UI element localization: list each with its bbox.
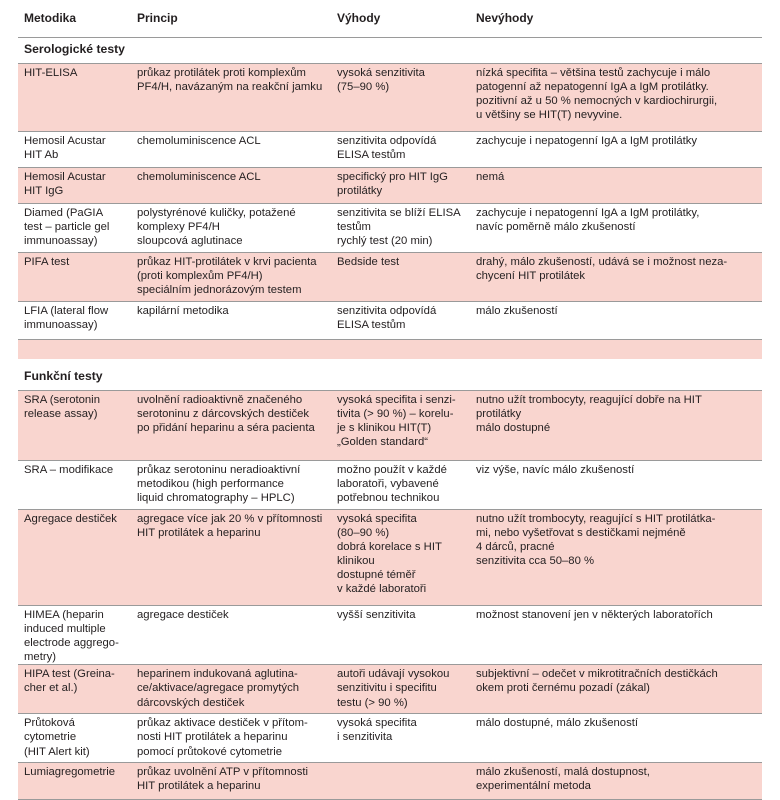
cell-nevyhody: nutno užít trombocyty, reagující dobře na HIT protilátky málo dostupné [470,391,762,461]
section-title: Funkční testy [18,359,762,391]
cell-princip: průkaz uvolnění ATP v přítomnosti HIT protilátek a heparinu [131,763,331,800]
cell-vyhody: autoři udávají vysokou senzitivitu i specifitu testu (> 90 %) [331,665,470,714]
cell-vyhody: vysoká specifita i senzitivita [331,714,470,763]
table-row [18,253,762,302]
cell-metodika: SRA (serotonin release assay) [18,391,131,461]
cell-vyhody: specifický pro HIT IgG protilátky [331,168,470,204]
cell-nevyhody: zachycuje i nepatogenní IgA a IgM protilátky, navíc poměrně málo zkušeností [470,204,762,253]
section-heading-row [18,38,762,64]
table-row [18,461,762,510]
cell-nevyhody: málo zkušeností [470,302,762,340]
methods-table [18,6,762,800]
table-row [18,64,762,132]
cell-metodika: Hemosil Acustar HIT Ab [18,132,131,168]
cell-vyhody: vysoká senzitivita (75–90 %) [331,64,470,132]
header-row [18,6,762,38]
cell-princip: průkaz serotoninu neradioaktivní metodikou (high performance liquid chromatography – HPLC) [131,461,331,510]
cell-metodika: SRA – modifikace [18,461,131,510]
cell-princip: průkaz protilátek proti komplexům PF4/H, navázaným na reakční jamku [131,64,331,132]
cell-nevyhody: nízká specifita – většina testů zachycuje i málo patogenní až nepatogenní IgA a IgM protilátky. pozitivní až u 50 % nemocných v kardiochirurgii, u většiny se HIT(T) nevyvine. [470,64,762,132]
cell-metodika: HIT-ELISA [18,64,131,132]
cell-nevyhody: málo dostupné, málo zkušeností [470,714,762,763]
spacer-cell [18,340,762,360]
cell-vyhody: senzitivita odpovídá ELISA testům [331,132,470,168]
cell-metodika: Diamed (PaGIA test – particle gel immunoassay) [18,204,131,253]
cell-vyhody: senzitivita odpovídá ELISA testům [331,302,470,340]
cell-metodika: HIMEA (heparin induced multiple electrode aggrego- metry) [18,606,131,665]
cell-princip: agregace více jak 20 % v přítomnosti HIT protilátek a heparinu [131,510,331,606]
table-row [18,302,762,340]
section-spacer-row [18,340,762,360]
cell-princip: polystyrénové kuličky, potažené komplexy PF4/H sloupcová aglutinace [131,204,331,253]
header-metodika: Metodika [18,6,131,38]
cell-vyhody: vyšší senzitivita [331,606,470,665]
cell-metodika: Průtoková cytometrie (HIT Alert kit) [18,714,131,763]
table-row [18,665,762,714]
cell-princip: kapilární metodika [131,302,331,340]
cell-vyhody [331,763,470,800]
cell-nevyhody: viz výše, navíc málo zkušeností [470,461,762,510]
cell-metodika: LFIA (lateral flow immunoassay) [18,302,131,340]
cell-metodika: Agregace destiček [18,510,131,606]
cell-vyhody: vysoká specifita i senzi- tivita (> 90 %) – korelu- je s klinikou HIT(T) „Golden standard“ [331,391,470,461]
cell-nevyhody: subjektivní – odečet v mikrotitračních destičkách okem proti černému pozadí (zákal) [470,665,762,714]
table-row [18,168,762,204]
cell-metodika: PIFA test [18,253,131,302]
table-row [18,606,762,665]
header-princip: Princip [131,6,331,38]
cell-metodika: Lumiagregometrie [18,763,131,800]
table-row [18,391,762,461]
cell-princip: chemoluminiscence ACL [131,168,331,204]
cell-vyhody: možno použít v každé laboratoři, vybavené potřebnou technikou [331,461,470,510]
cell-metodika: Hemosil Acustar HIT IgG [18,168,131,204]
cell-vyhody: vysoká specifita (80–90 %) dobrá korelace s HIT klinikou dostupné téměř v každé laboratoři [331,510,470,606]
cell-nevyhody: málo zkušeností, malá dostupnost, experimentální metoda [470,763,762,800]
header-vyhody: Výhody [331,6,470,38]
cell-vyhody: senzitivita se blíží ELISA testům rychlý test (20 min) [331,204,470,253]
table-row [18,204,762,253]
section-heading-row [18,359,762,391]
cell-metodika: HIPA test (Greina- cher et al.) [18,665,131,714]
cell-princip: průkaz HIT-protilátek v krvi pacienta (proti komplexům PF4/H) speciálním jednorázovým testem [131,253,331,302]
cell-vyhody: Bedside test [331,253,470,302]
cell-princip: agregace destiček [131,606,331,665]
table-row [18,510,762,606]
cell-princip: průkaz aktivace destiček v přítom- nosti HIT protilátek a heparinu pomocí průtokové cytometrie [131,714,331,763]
table-row [18,714,762,763]
cell-nevyhody: možnost stanovení jen v některých laboratořích [470,606,762,665]
cell-princip: chemoluminiscence ACL [131,132,331,168]
cell-princip: uvolnění radioaktivně značeného serotoninu z dárcovských destiček po přidání heparinu a séra pacienta [131,391,331,461]
section-title: Serologické testy [18,38,762,64]
cell-princip: heparinem indukovaná aglutina- ce/aktivace/agregace promytých dárcovských destiček [131,665,331,714]
table-body [18,6,762,800]
table-row [18,132,762,168]
cell-nevyhody: drahý, málo zkušeností, udává se i možnost neza- chycení HIT protilátek [470,253,762,302]
table-row [18,763,762,800]
header-nevyhody: Nevýhody [470,6,762,38]
cell-nevyhody: nemá [470,168,762,204]
cell-nevyhody: zachycuje i nepatogenní IgA a IgM protilátky [470,132,762,168]
cell-nevyhody: nutno užít trombocyty, reagující s HIT protilátka- mi, nebo vyšetřovat s destičkami nejméně 4 dárců, pracné senzitivita cca 50–80 % [470,510,762,606]
